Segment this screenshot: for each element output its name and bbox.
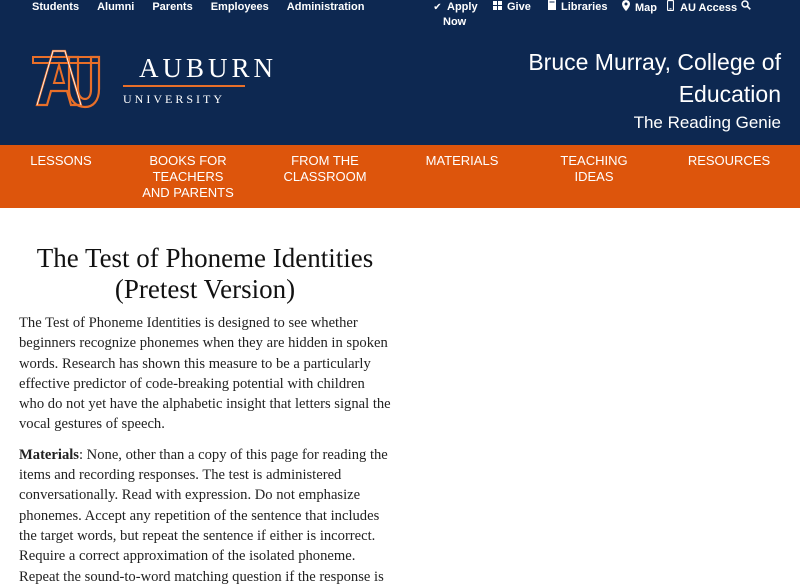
- main-content: [19, 243, 391, 588]
- apply-label-line2: Now: [443, 16, 467, 28]
- students-link[interactable]: Students: [32, 1, 80, 13]
- administration-link[interactable]: Administration: [286, 1, 365, 13]
- apply-label: Apply: [447, 1, 478, 13]
- apply-now-link[interactable]: [432, 0, 478, 29]
- auburn-logo[interactable]: [31, 45, 278, 109]
- give-label: Give: [507, 1, 531, 13]
- logo-divider: [123, 85, 245, 87]
- main-nav: [0, 145, 800, 208]
- materials-paragraph: [19, 445, 391, 587]
- site-subtitle[interactable]: The Reading Genie: [633, 113, 781, 132]
- materials-label: Materials: [19, 446, 79, 463]
- college-title[interactable]: Bruce Murray, College of Education: [528, 49, 781, 107]
- search-icon: [740, 0, 751, 15]
- nav-teaching-ideas[interactable]: TEACHING IDEAS: [560, 153, 628, 184]
- map-pin-icon: [620, 0, 631, 16]
- book-icon: [546, 0, 557, 15]
- logo-wordmark: AUBURN: [139, 53, 278, 83]
- nav-lessons[interactable]: LESSONS: [30, 153, 92, 168]
- site-header: [0, 0, 800, 145]
- alumni-link[interactable]: Alumni: [97, 1, 135, 13]
- parents-link[interactable]: Parents: [152, 1, 193, 13]
- audience-links: [32, 0, 382, 14]
- map-label: Map: [635, 2, 657, 14]
- intro-paragraph: The Test of Phoneme Identities is designed to see whether beginners recognize phonemes when they are hidden in spoken words. Research has shown this measure to be a particularly effective predictor of code-breaking potential with children who do not yet have the alphabetic insight that letters signal the vocal gestures of speech.: [19, 315, 391, 433]
- check-icon: ✔: [433, 2, 442, 13]
- phone-icon: [665, 0, 676, 16]
- libraries-link[interactable]: [546, 0, 607, 15]
- au-access-label: AU Access: [680, 2, 738, 14]
- logo-subtitle: UNIVERSITY: [123, 92, 225, 106]
- nav-from-the-classroom[interactable]: FROM THE CLASSROOM: [283, 153, 367, 184]
- au-access-link[interactable]: [665, 0, 737, 16]
- nav-materials[interactable]: MATERIALS: [425, 153, 499, 168]
- libraries-label: Libraries: [561, 1, 608, 13]
- map-link[interactable]: [620, 0, 657, 16]
- nav-resources[interactable]: RESOURCES: [687, 153, 771, 168]
- give-link[interactable]: [492, 0, 531, 15]
- search-button[interactable]: [740, 0, 755, 15]
- nav-books[interactable]: BOOKS FOR TEACHERS AND PARENTS: [142, 153, 234, 200]
- materials-text: : None, other than a copy of this page for reading the items and recording responses. The test is administered conversationally. Read with expression. Do not emphasize phonemes. Accept any repetition of the sentence that includes the target words, but repeat the sentence if either is incorrect. Require a correct approximation of the isolated phoneme. Repeat the sound-to-word matching question if the response is: [19, 446, 388, 585]
- page-title: The Test of Phoneme Identities (Pretest Version): [36, 243, 374, 304]
- grid-icon: [492, 1, 503, 15]
- employees-link[interactable]: Employees: [210, 1, 269, 13]
- au-monogram-icon: [31, 45, 101, 109]
